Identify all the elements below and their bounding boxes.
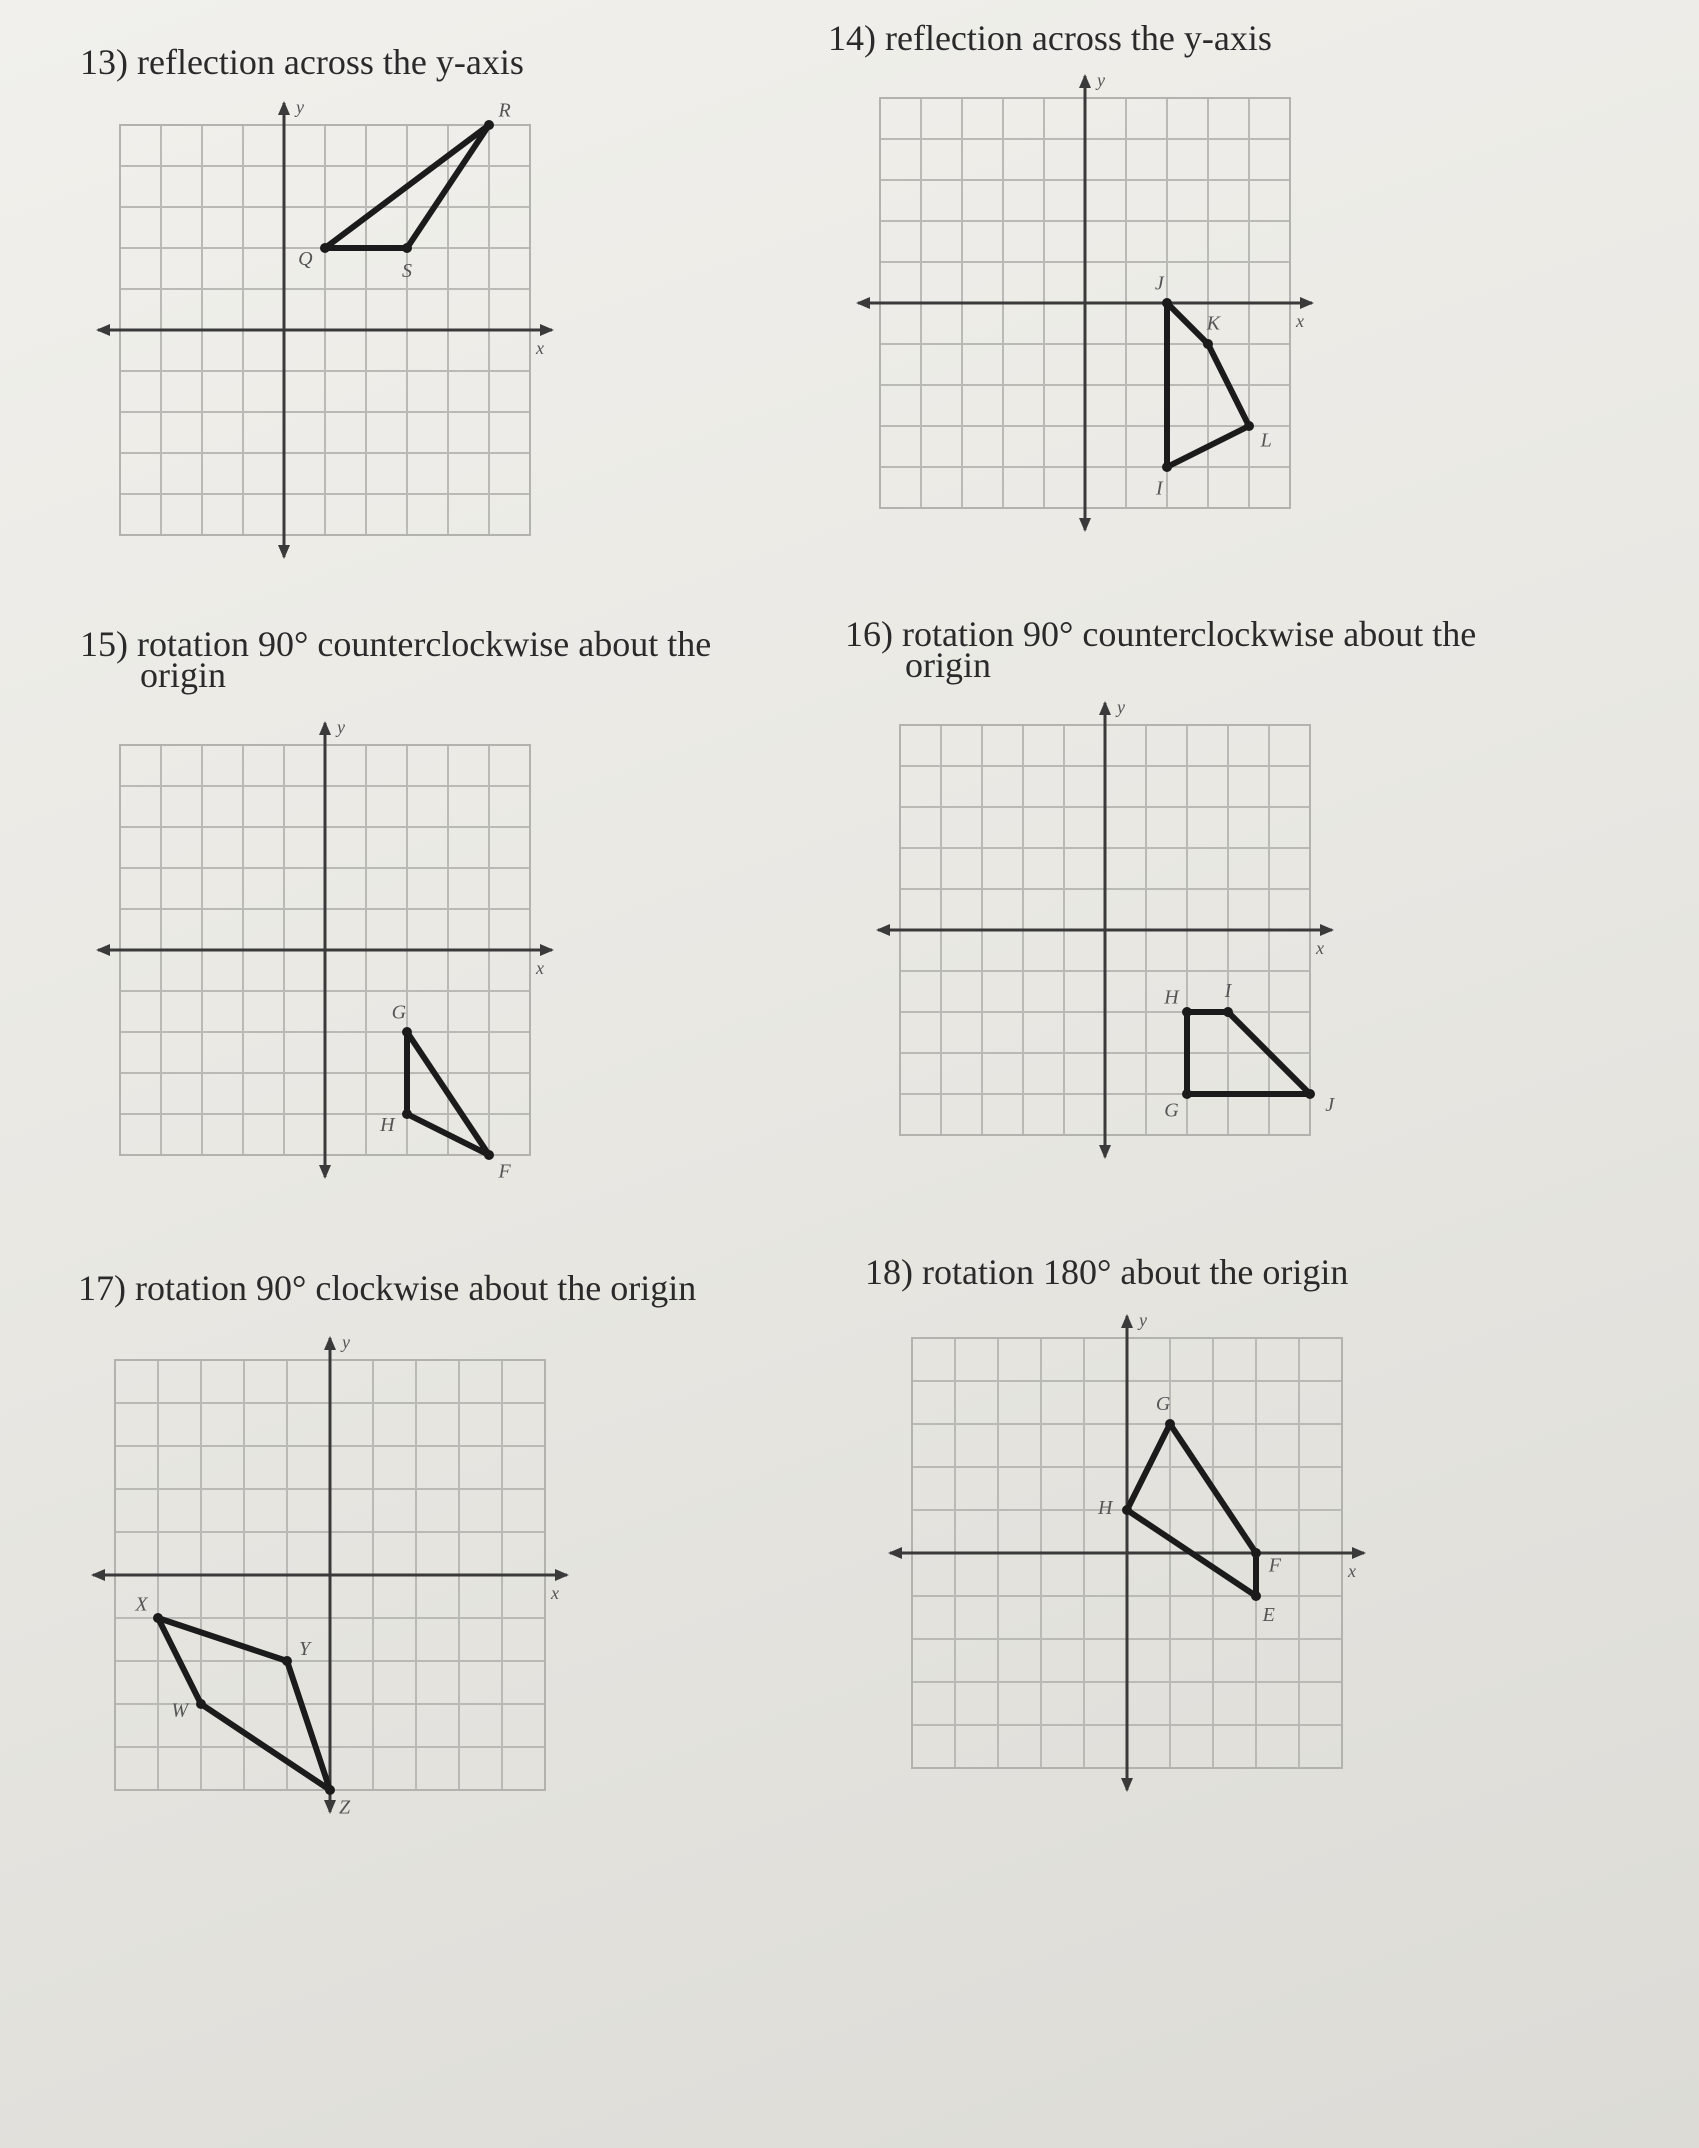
vertex-label: I: [1224, 980, 1232, 1002]
vertex-label: K: [1206, 312, 1221, 335]
y-axis-arrow: [278, 101, 290, 115]
x-axis-arrow: [888, 1547, 902, 1559]
vertex-point: [1251, 1591, 1261, 1601]
y-axis-arrow: [324, 1800, 336, 1814]
vertex-point: [1182, 1089, 1192, 1099]
problem-instruction: rotation 90° clockwise about the origin: [135, 1268, 697, 1308]
vertex-label: H: [1097, 1496, 1113, 1519]
vertex-point: [1223, 1007, 1233, 1017]
vertex-point: [402, 1109, 412, 1119]
vertex-point: [282, 1656, 292, 1666]
coordinate-grid: [912, 1310, 1362, 1788]
y-axis-label: y: [1117, 697, 1125, 717]
x-axis-label: x: [536, 958, 544, 978]
y-axis-arrow: [319, 721, 331, 735]
x-axis-arrow: [96, 324, 110, 336]
y-axis-arrow: [1079, 74, 1091, 88]
y-axis-label: y: [296, 97, 304, 117]
vertex-label: Q: [298, 247, 313, 270]
y-axis-arrow: [1121, 1778, 1133, 1792]
vertex-label: J: [1325, 1093, 1335, 1116]
x-axis-arrow: [91, 1569, 105, 1581]
problem-number: 18): [865, 1252, 913, 1292]
vertex-label: R: [498, 99, 511, 122]
problem-instruction: reflection across the y-axis: [885, 18, 1272, 58]
y-axis-label: y: [1139, 1310, 1147, 1330]
problem-number: 15): [80, 624, 128, 664]
x-axis-arrow: [540, 944, 554, 956]
vertex-label: J: [1154, 272, 1164, 295]
y-axis-arrow: [1121, 1314, 1133, 1328]
vertex-point: [196, 1699, 206, 1709]
coordinate-grid: [880, 70, 1304, 518]
vertex-point: [325, 1785, 335, 1795]
y-axis-arrow: [319, 1165, 331, 1179]
vertex-label: S: [402, 260, 412, 282]
x-axis-label: x: [1316, 938, 1324, 958]
y-axis-arrow: [1079, 518, 1091, 532]
x-axis-arrow: [876, 924, 890, 936]
coordinate-grid: [900, 697, 1335, 1150]
x-axis-arrow: [96, 944, 110, 956]
vertex-label: X: [135, 1593, 148, 1616]
problem-label: [845, 614, 1477, 685]
problem-number: 13): [80, 42, 128, 82]
vertex-label: L: [1260, 429, 1272, 452]
vertex-point: [1122, 1505, 1132, 1515]
vertex-label: W: [171, 1699, 188, 1722]
x-axis-arrow: [856, 297, 870, 309]
problem-instruction: rotation 180° about the origin: [922, 1252, 1349, 1292]
vertex-point: [402, 1027, 412, 1037]
vertex-point: [1244, 421, 1254, 431]
vertex-point: [1162, 298, 1172, 308]
problem-number: 16): [845, 614, 893, 654]
x-axis-arrow: [1352, 1547, 1366, 1559]
y-axis-label: y: [342, 1332, 350, 1352]
vertex-label: Y: [299, 1637, 311, 1660]
problem-number: 17): [78, 1268, 126, 1308]
vertex-point: [1162, 462, 1172, 472]
vertex-label: E: [1262, 1603, 1275, 1626]
problem-instruction-continued: origin: [140, 655, 226, 695]
problem-label: [80, 44, 524, 80]
x-axis-label: x: [536, 338, 544, 358]
vertex-label: H: [380, 1113, 395, 1136]
problem-instruction-continued: origin: [905, 645, 991, 685]
coordinate-grid: [120, 717, 544, 1183]
problem-instruction: rotation 90° counterclockwise about the: [137, 624, 712, 664]
problem-instruction: rotation 90° counterclockwise about the: [902, 614, 1477, 654]
problem-instruction: reflection across the y-axis: [137, 42, 524, 82]
vertex-point: [1165, 1419, 1175, 1429]
vertex-point: [153, 1613, 163, 1623]
vertex-label: Z: [339, 1796, 351, 1819]
vertex-label: I: [1155, 477, 1163, 500]
y-axis-label: y: [337, 717, 345, 737]
vertex-point: [1182, 1007, 1192, 1017]
y-axis-label: y: [1097, 70, 1105, 90]
x-axis-label: x: [1296, 311, 1304, 331]
coordinate-grid: [115, 1332, 559, 1819]
vertex-point: [320, 243, 330, 253]
y-axis-arrow: [324, 1336, 336, 1350]
vertex-label: H: [1164, 986, 1179, 1009]
vertex-label: G: [1164, 1099, 1179, 1122]
coordinate-grid: [120, 97, 544, 535]
x-axis-label: x: [551, 1583, 559, 1603]
vertex-point: [484, 1150, 494, 1160]
problem-label: [78, 1270, 696, 1306]
vertex-point: [484, 120, 494, 130]
vertex-label: F: [498, 1160, 511, 1183]
vertex-point: [1203, 339, 1213, 349]
vertex-point: [1251, 1548, 1261, 1558]
y-axis-arrow: [1099, 1145, 1111, 1159]
x-axis-arrow: [540, 324, 554, 336]
problem-label: [828, 20, 1272, 56]
x-axis-arrow: [1320, 924, 1334, 936]
vertex-label: G: [391, 1001, 407, 1024]
x-axis-arrow: [555, 1569, 569, 1581]
problem-number: 14): [828, 18, 876, 58]
vertex-label: F: [1268, 1554, 1281, 1577]
vertex-point: [1305, 1089, 1315, 1099]
vertex-point: [402, 243, 412, 253]
vertex-label: G: [1155, 1393, 1171, 1416]
y-axis-arrow: [278, 545, 290, 559]
x-axis-arrow: [1300, 297, 1314, 309]
problem-label: [865, 1254, 1348, 1290]
problem-label: [80, 624, 712, 695]
y-axis-arrow: [1099, 701, 1111, 715]
x-axis-label: x: [1348, 1561, 1356, 1581]
